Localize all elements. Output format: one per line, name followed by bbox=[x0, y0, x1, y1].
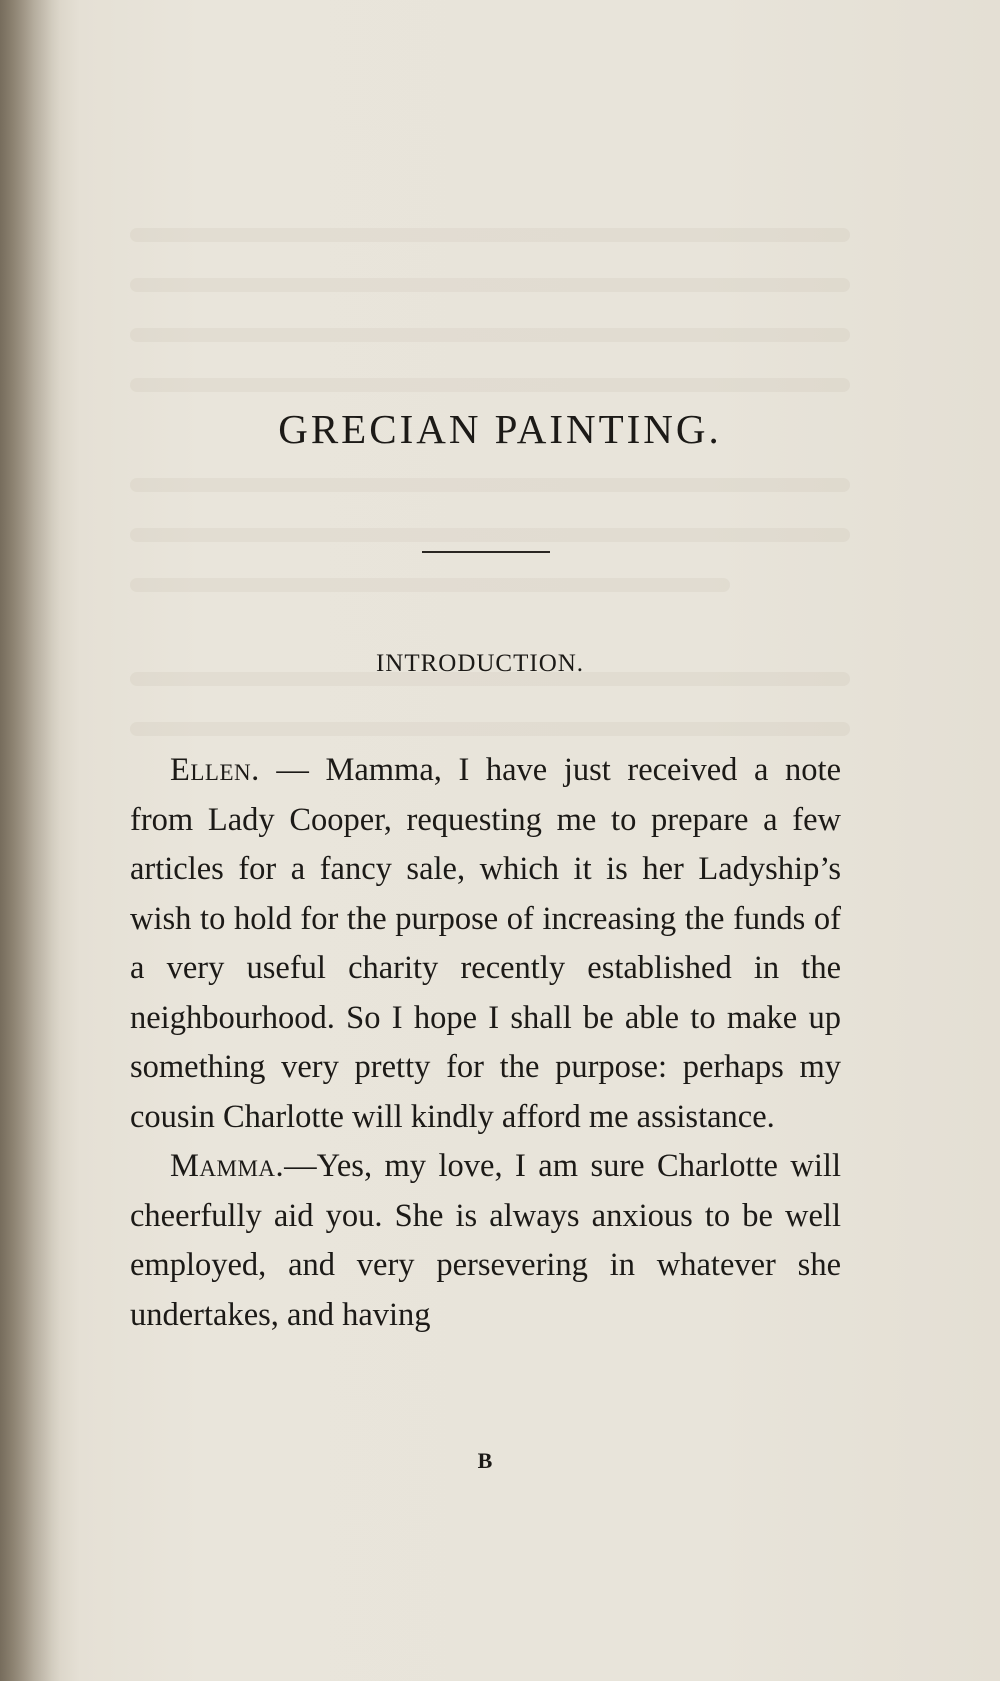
title-rule-divider bbox=[422, 551, 550, 553]
speaker-name: Mamma. bbox=[170, 1148, 285, 1184]
bleed-through-line bbox=[130, 378, 850, 392]
bleed-through-line bbox=[130, 228, 850, 242]
bleed-through-line bbox=[130, 528, 850, 542]
paragraph-mamma bbox=[130, 1142, 841, 1340]
paragraph-ellen bbox=[130, 746, 841, 1142]
speaker-name: Ellen. bbox=[170, 752, 260, 788]
signature-mark: B bbox=[477, 1448, 493, 1473]
bleed-through-line bbox=[130, 722, 850, 736]
bleed-through-line bbox=[130, 578, 730, 592]
page-title: GRECIAN PAINTING. bbox=[278, 406, 722, 452]
paragraph-text: —Yes, my love, I am sure Charlotte will cheerfully aid you. She is always anxious to be well employed, and very persevering in whatever she undertakes, and having bbox=[130, 1148, 841, 1333]
bleed-through-line bbox=[130, 278, 850, 292]
section-heading: INTRODUCTION. bbox=[375, 650, 585, 677]
body-text bbox=[130, 746, 841, 1340]
bleed-through-line bbox=[130, 478, 850, 492]
paragraph-text: — Mamma, I have just received a note from Lady Cooper, requesting me to prepare a few articles for a fancy sale, which it is her Ladyship’s wish to hold for the purpose of increasing the funds of a very useful charity recently established in the neighbourhood. So I hope I shall be able to make up something very pretty for the purpose: perhaps my cousin Charlotte will kindly afford me assistance. bbox=[130, 752, 841, 1135]
bleed-through-line bbox=[130, 328, 850, 342]
